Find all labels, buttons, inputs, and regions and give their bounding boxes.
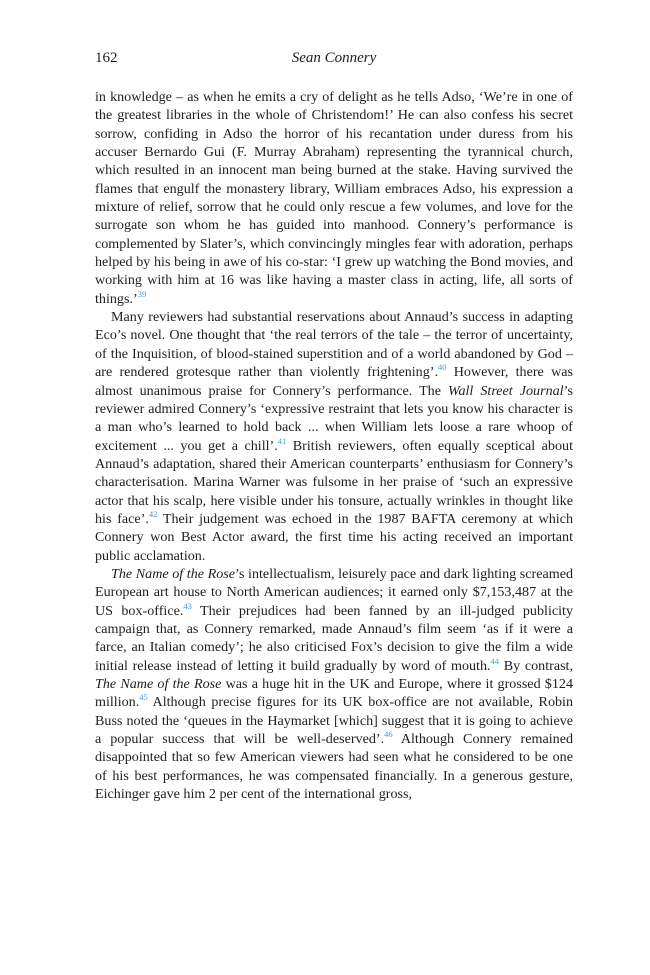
- text-run: was a huge hit in the UK and Europe, where it grossed $124 million.: [95, 676, 573, 711]
- text-run: ’s intellectualism, leisurely pace and dark lighting screamed European art house to North American audiences; it earned only $7,153,487 at the US box-office.: [95, 565, 573, 619]
- footnote-ref[interactable]: 46: [384, 729, 393, 740]
- italic-title: The Name of the Rose: [95, 676, 222, 692]
- paragraph: [95, 88, 573, 308]
- body-text: [95, 88, 573, 803]
- text-run: in knowledge – as when he emits a cry of delight as he tells Adso, ‘We’re in one of the greatest libraries in the whole of Christendom!’ He can also confess his secret sorrow, confiding in Adso the horror of his recantation under duress from his accuser Bernardo Gui (F. Murray Abraham) representing the tyrannical church, which resulted in an innocent man being burned at the stake. Having survived the flames that engulf the monastery library, William embraces Adso, his expression a mixture of relief, sorrow that he could only rescue a few volumes, and love for the surrogate son whom he has guided into manhood. Connery’s performance is complemented by Slater’s, which convincingly mingles fear with adoration, perhaps helped by his being in awe of his co-star: ‘I grew up watching the Bond movies, and working with him at 16 was like having a master class in acting, life, all sorts of things.’: [95, 89, 573, 307]
- footnote-ref[interactable]: 41: [277, 435, 287, 446]
- footnote-ref[interactable]: 44: [490, 655, 500, 666]
- italic-title: Wall Street Journal: [448, 382, 564, 399]
- text-run: Although Connery remained disappointed that so few American viewers had seen what he considered to be one of his best performances, he was compensated financially. In a generous gesture, Eichinger gave him 2 per cent of the international gross,: [95, 731, 573, 803]
- footnote-ref[interactable]: 43: [183, 600, 192, 611]
- paragraph: [95, 565, 573, 803]
- text-run: ’s reviewer admired Connery’s ‘expressive restraint that lets you know his character is a man who’s learned to hold back ... when William lets loose a rare whoop of excitement ... you get a chill’.: [95, 382, 573, 454]
- footnote-ref[interactable]: 39: [137, 288, 147, 299]
- text-run: However, there was almost unanimous praise for Connery’s performance. The: [95, 364, 573, 399]
- paragraph: [95, 308, 573, 565]
- text-run: By contrast,: [499, 657, 573, 674]
- footnote-ref[interactable]: 40: [437, 362, 447, 373]
- text-run: British reviewers, often equally sceptical about Annaud’s adaptation, shared their American counterparts’ enthusiasm for Connery’s characterisation. Marina Warner was fulsome in her praise of ‘such an expressive actor that his scalp, here visible under his tonsure, actually wrinkles in thought like his face’.: [95, 437, 573, 527]
- text-run: Their prejudices had been fanned by an ill-judged publicity campaign that, as Connery remarked, made Annaud’s film seem ‘as if it were a farce, an Italian comedy’; he also criticised Fox’s decision to give the film a wide initial release instead of letting it build gradually by word of mouth.: [95, 602, 573, 674]
- page-header: [95, 50, 573, 70]
- running-title: Sean Connery: [291, 50, 377, 66]
- footnote-ref[interactable]: 42: [148, 508, 158, 519]
- text-run: Although precise figures for its UK box-office are not available, Robin Buss noted the ‘queues in the Haymarket [which] suggest that it is going to achieve a popular success that will be well-deserved’.: [95, 694, 573, 748]
- text-run: Their judgement was echoed in the 1987 BAFTA ceremony at which Connery won Best Actor award, the first time his acting received an important public acclamation.: [95, 510, 573, 564]
- italic-title: The Name of the Rose: [111, 565, 236, 582]
- text-run: Many reviewers had substantial reservations about Annaud’s success in adapting Eco’s novel. One thought that ‘the real terrors of the tale – the terror of uncertainty, of the Inquisition, of blood-stained superstition and of a world abandoned by God – are rendered grotesque rather than violently frightening’.: [95, 309, 573, 381]
- page-number: 162: [95, 50, 118, 66]
- footnote-ref[interactable]: 45: [139, 692, 148, 703]
